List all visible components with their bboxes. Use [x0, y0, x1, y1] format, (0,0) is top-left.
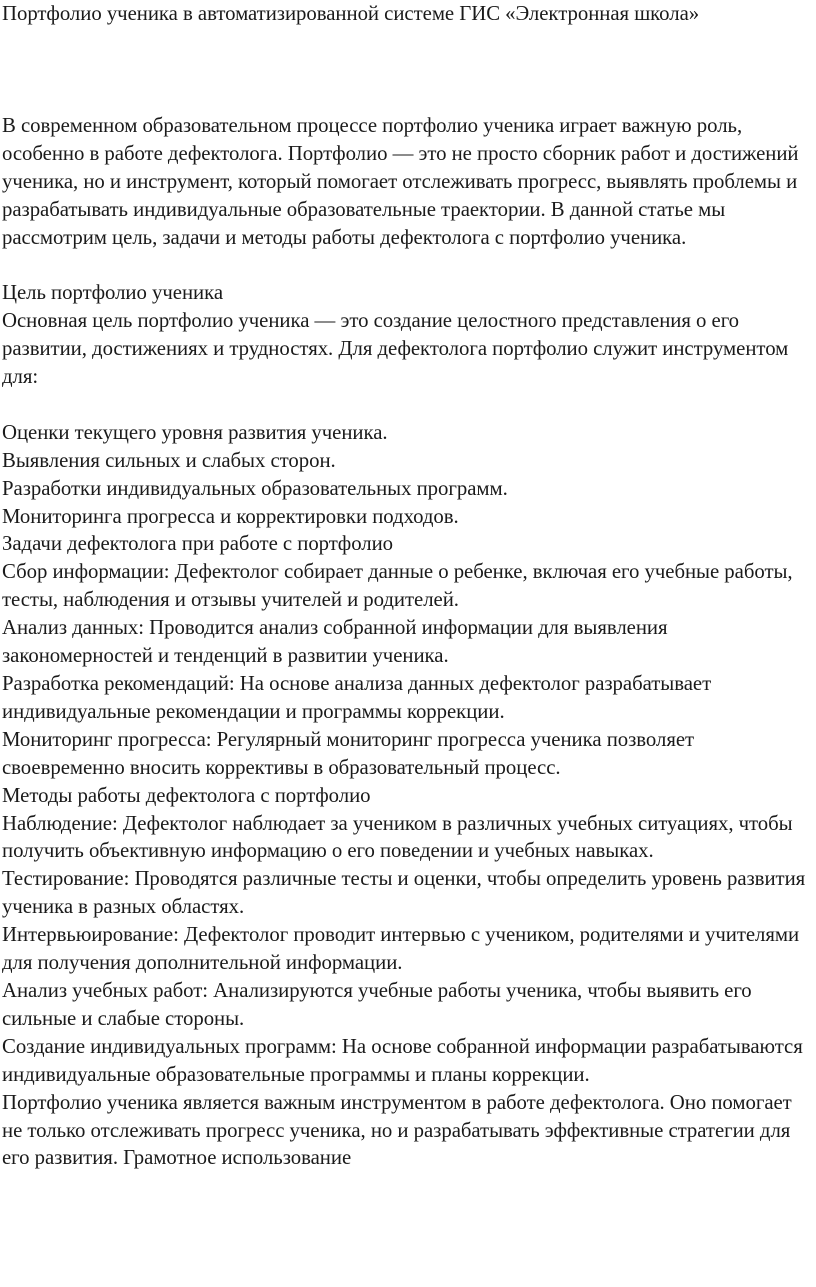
methods-heading: Методы работы дефектолога с портфолио: [2, 783, 371, 807]
document-title: Портфолио ученика в автоматизированной системе ГИС «Электронная школа»: [2, 2, 700, 25]
tasks-heading: Задачи дефектолога при работе с портфолио: [2, 532, 394, 556]
goal-item: Выявления сильных и слабых сторон.: [2, 448, 336, 472]
task-item: Сбор информации: Дефектолог собирает данные о ребенке, включая его учебные работы, тесты, наблюдения и отзывы учителей и родителей.: [2, 560, 793, 612]
conclusion-paragraph: Портфолио ученика является важным инструментом в работе дефектолога. Оно помогает не только отслеживать прогресс ученика, но и разрабатывать эффективные стратегии для его развития. Грамотное использование: [2, 1090, 792, 1170]
method-item: Интервьюирование: Дефектолог проводит интервью с учеником, родителями и учителями для получения дополнительной информации.: [2, 923, 800, 975]
goal-item: Разработки индивидуальных образовательных программ.: [2, 476, 508, 500]
task-item: Анализ данных: Проводится анализ собранной информации для выявления закономерностей и тенденций в развитии ученика.: [2, 616, 668, 668]
spacer: [2, 251, 814, 279]
goal-heading: Цель портфолио ученика: [2, 281, 224, 305]
method-item: Тестирование: Проводятся различные тесты и оценки, чтобы определить уровень развития ученика в разных областях.: [2, 867, 806, 919]
document-page: [2, 0, 814, 1172]
goal-item: Оценки текущего уровня развития ученика.: [2, 420, 388, 444]
goal-paragraph: Основная цель портфолио ученика — это создание целостного представления о его развитии, достижениях и трудностях. Для дефектолога портфолио служит инструментом для:: [2, 309, 789, 389]
task-item: Мониторинг прогресса: Регулярный мониторинг прогресса ученика позволяет своевременно вносить коррективы в образовательный процесс.: [2, 727, 695, 779]
intro-paragraph: В современном образовательном процессе портфолио ученика играет важную роль, особенно в работе дефектолога. Портфолио — это не просто сборник работ и достижений ученика, но и инструмент, который помогает отслеживать прогресс, выявлять проблемы и разрабатывать индивидуальные образовательные траектории. В данной статье мы рассмотрим цель, задачи и методы работы дефектолога с портфолио ученика.: [2, 113, 799, 249]
method-item: Наблюдение: Дефектолог наблюдает за учеником в различных учебных ситуациях, чтобы получить объективную информацию о его поведении и учебных навыках.: [2, 811, 793, 863]
method-item: Анализ учебных работ: Анализируются учебные работы ученика, чтобы выявить его сильные и слабые стороны.: [2, 978, 752, 1030]
goal-item: Мониторинга прогресса и корректировки подходов.: [2, 504, 459, 528]
spacer: [2, 28, 814, 112]
method-item: Создание индивидуальных программ: На основе собранной информации разрабатываются индивидуальные образовательные программы и планы коррекции.: [2, 1034, 803, 1086]
task-item: Разработка рекомендаций: На основе анализа данных дефектолог разрабатывает индивидуальные рекомендации и программы коррекции.: [2, 672, 712, 723]
spacer: [2, 391, 814, 419]
